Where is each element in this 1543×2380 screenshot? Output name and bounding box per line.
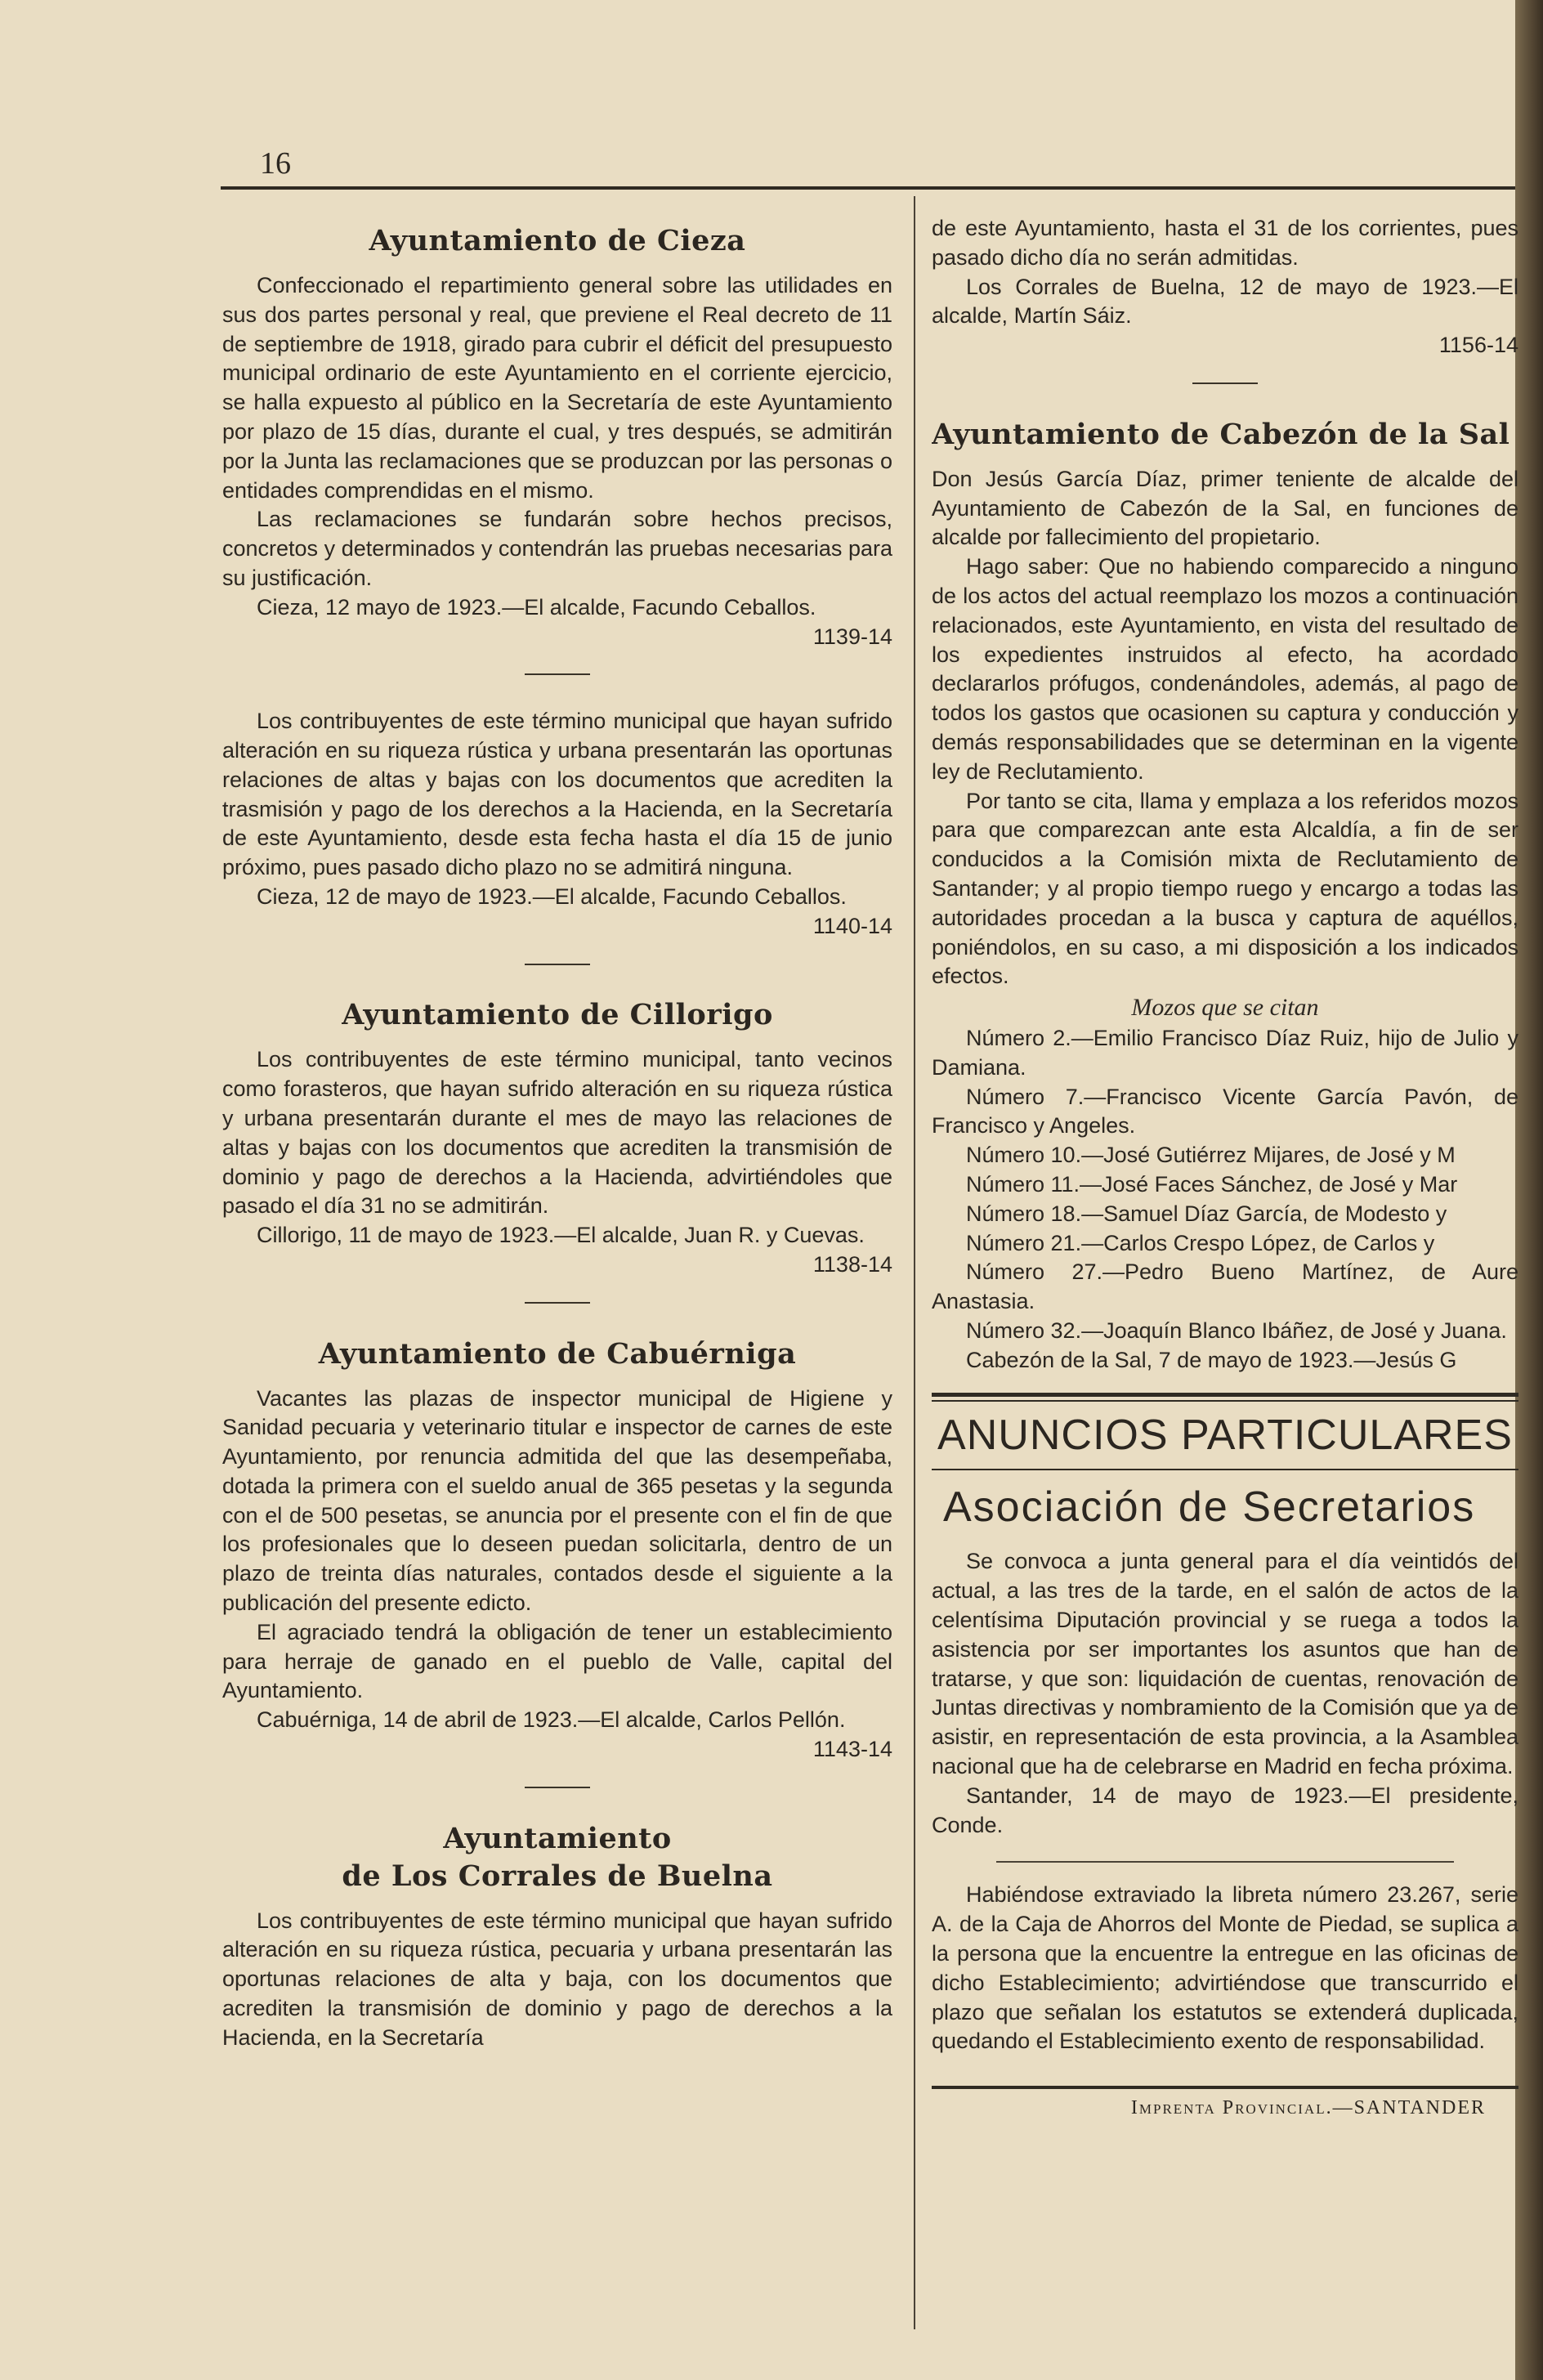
page-number: 16 [260, 146, 291, 181]
footer-rule [932, 2086, 1518, 2089]
cabuerniga-ref-number: 1143-14 [812, 1737, 892, 1762]
cabuerniga-signature: Cabuérniga, 14 de abril de 1923.—El alcalde, Carlos Pellón. [257, 1707, 846, 1733]
mozo-entry: Número 7.—Francisco Vicente García Pavón, de Francisco y Angeles. [932, 1084, 1518, 1139]
short-rule [996, 1861, 1454, 1863]
heading-cabuerniga: Ayuntamiento de Cabuérniga [318, 1336, 797, 1371]
separator-ornament [222, 953, 892, 982]
cabuerniga-paragraph-1: Vacantes las plazas de inspector municipal de Higiene y Sanidad pecuaria y veterinario titular e inspector de carnes de este Ayuntamiento, por renuncia admitida del que las desempeñaba, dotada la primera con el sueldo anual de 365 pesetas y la segunda con el de 500 pesetas, se anuncia por el presente con el fin de que los profesionales que lo deseen puedan solicitarla, dentro de un plazo de treinta días naturales, contados desde el siguiente a la publicación del presente edicto. [222, 1385, 892, 1616]
imprenta-credit: Imprenta Provincial.—SANTANDER [1130, 2097, 1486, 2119]
mozo-entry: Número 27.—Pedro Bueno Martínez, de Aure Anastasia. [932, 1259, 1518, 1314]
cieza-signature-2: Cieza, 12 de mayo de 1923.—El alcalde, Facundo Ceballos. [257, 884, 847, 909]
heading-cillorigo: Ayuntamiento de Cillorigo [342, 998, 773, 1032]
mozo-entry: Número 18.—Samuel Díaz García, de Modesto y [966, 1201, 1447, 1226]
anuncios-heading: ANUNCIOS PARTICULARES [937, 1411, 1513, 1460]
heading-cabezon: Ayuntamiento de Cabezón de la Sal [932, 417, 1510, 451]
libreta-paragraph: Habiéndose extraviado la libreta número 23.267, serie A. de la Caja de Ahorros del Monte de Piedad, se suplica a la persona que la encuentre la entregue en las oficinas de dicho Establecimiento; advirtiéndose que transcurrido el plazo que señalan los estatutos se extenderá duplicada, quedando el Establecimiento exento de responsabilidad. [932, 1882, 1518, 2054]
cabezon-paragraph-2: Hago saber: Que no habiendo comparecido a ninguno de los actos del actual reemplazo los mozos a continuación relacionados, este Ayuntamiento, en vista del resultado de los expedientes instruidos al efecto, ha acordado declararlos prófugos, condenándoles, además, al pago de todos los gastos que ocasionen su captura y conducción y demás responsabilidades que se determinan en la vigente ley de Reclutamiento. [932, 554, 1518, 784]
top-rule [221, 186, 1520, 190]
cieza-paragraph-3: Los contribuyentes de este término municipal que hayan sufrido alteración en su riqueza rústica y urbana presentarán las oportunas relaciones de altas y bajas con los documentos que acrediten la trasmisión y pago de los derechos a la Hacienda, en la Secretaría de este Ayuntamiento, desde esta fecha hasta el día 15 de junio próximo, pues pasado dicho plazo no se admitirá ninguna. [222, 709, 892, 880]
separator-ornament [222, 1776, 892, 1805]
right-column [932, 214, 1518, 2123]
cieza-ref-number-1: 1139-14 [812, 624, 892, 649]
separator-ornament [932, 372, 1518, 401]
corrales-signature: Los Corrales de Buelna, 12 de mayo de 1923.—El alcalde, Martín Sáiz. [932, 274, 1518, 329]
cieza-signature-1: Cieza, 12 mayo de 1923.—El alcalde, Facundo Ceballos. [257, 594, 816, 620]
cabezon-signature: Cabezón de la Sal, 7 de mayo de 1923.—Jesús G [966, 1347, 1457, 1372]
asociacion-paragraph-1: Se convoca a junta general para el día veintidós del actual, a las tres de la tarde, en el salón de actos de la celentísima Diputación provincial y se ruega a todos la asistencia por ser importantes los asuntos que han de tratarse, y que son: liquidación de cuentas, renovación de Juntas directivas y nombramiento de la Comisión que ya de asistir, en representación de esta provincia, a la Asamblea nacional que ha de celebrarse en Madrid en fecha próxima. [932, 1549, 1518, 1779]
heading-corrales-2: de Los Corrales de Buelna [342, 1859, 773, 1893]
corrales-ref-number: 1156-14 [1438, 333, 1518, 358]
cabuerniga-paragraph-2: El agraciado tendrá la obligación de tener un establecimiento para herraje de ganado en el pueblo de Valle, capital del Ayuntamiento. [222, 1619, 892, 1703]
left-column [222, 214, 892, 2053]
cillorigo-paragraph-1: Los contribuyentes de este término municipal, tanto vecinos como forasteros, que hayan sufrido alteración en su riqueza rústica y urbana presentarán durante el mes de mayo las relaciones de altas y bajas con los documentos que acrediten la transmisión de dominio y pago de derechos a la Hacienda, advirtiéndoles que pasado el día 31 no se admitirán. [222, 1047, 892, 1219]
cillorigo-ref-line [222, 1250, 892, 1280]
asociacion-signature: Santander, 14 de mayo de 1923.—El presidente, Conde. [932, 1783, 1518, 1837]
cieza-ref-number-2: 1140-14 [812, 913, 892, 938]
heading-cieza: Ayuntamiento de Cieza [369, 224, 746, 257]
asociacion-heading: Asociación de Secretarios [943, 1483, 1476, 1532]
separator-ornament [222, 663, 892, 692]
cieza-ref-line-1 [222, 623, 892, 652]
cieza-paragraph-1: Confeccionado el repartimiento general sobre las utilidades en sus dos partes personal y real, que previene el Real decreto de 11 de septiembre de 1918, girado para cubrir el déficit del presupuesto municipal ordinario de este Ayuntamiento en el corriente ejercicio, se halla expuesto al público en la Secretaría de este Ayuntamiento por plazo de 15 días, durante el cual, y tres después, se admitirán por la Junta las reclamaciones que se produzcan por las personas o entidades comprendidas en el mismo. [222, 273, 892, 503]
cillorigo-ref-number: 1138-14 [812, 1251, 892, 1277]
mozo-entry: Número 11.—José Faces Sánchez, de José y Mar [966, 1171, 1458, 1197]
mozo-entry: Número 32.—Joaquín Blanco Ibáñez, de José y Juana. [966, 1318, 1507, 1343]
cillorigo-signature: Cillorigo, 11 de mayo de 1923.—El alcalde, Juan R. y Cuevas. [257, 1223, 865, 1248]
section-double-rule [932, 1393, 1518, 1402]
mozos-title: Mozos que se citan [1131, 994, 1319, 1022]
heading-corrales-1: Ayuntamiento [443, 1821, 672, 1855]
mozo-entry: Número 2.—Emilio Francisco Díaz Ruiz, hijo de Julio y Damiana. [932, 1025, 1518, 1080]
corrales-ref-line [932, 331, 1518, 360]
cabuerniga-ref-line [222, 1735, 892, 1765]
mozo-entry: Número 21.—Carlos Crespo López, de Carlos y [966, 1230, 1435, 1255]
cabezon-paragraph-3: Por tanto se cita, llama y emplaza a los referidos mozos para que comparezcan ante esta Alcaldía, a fin de ser conducidos a la Comisión mixta de Reclutamiento de Santander; y al propio tiempo ruego y encargo a todas las autoridades procedan a la busca y captura de aquéllos, poniéndolos, en su caso, a mi disposición a los indicados efectos. [932, 788, 1518, 989]
binding-edge [1515, 0, 1543, 2380]
mozo-entry: Número 10.—José Gutiérrez Mijares, de José y M [966, 1143, 1456, 1168]
corrales-paragraph-1: Los contribuyentes de este término municipal que hayan sufrido alteración en su riqueza rústica, pecuaria y urbana presentarán las oportunas relaciones de alta y baja, con los documentos que acrediten la transmisión de dominio y pago de derechos a la Hacienda, en la Secretaría [222, 1908, 892, 2050]
corrales-continuation: de este Ayuntamiento, hasta el 31 de los corrientes, pues pasado dicho día no serán admitidas. [932, 216, 1518, 270]
separator-ornament [222, 1291, 892, 1321]
column-divider [914, 196, 915, 2329]
cieza-paragraph-2: Las reclamaciones se fundarán sobre hechos precisos, concretos y determinados y contendrán las pruebas necesarias para su justificación. [222, 507, 892, 590]
cieza-ref-line-2 [222, 912, 892, 942]
section-thin-rule [932, 1469, 1518, 1470]
cabezon-paragraph-1: Don Jesús García Díaz, primer teniente de alcalde del Ayuntamiento de Cabezón de la Sal, en funciones de alcalde por fallecimiento del propietario. [932, 466, 1518, 550]
